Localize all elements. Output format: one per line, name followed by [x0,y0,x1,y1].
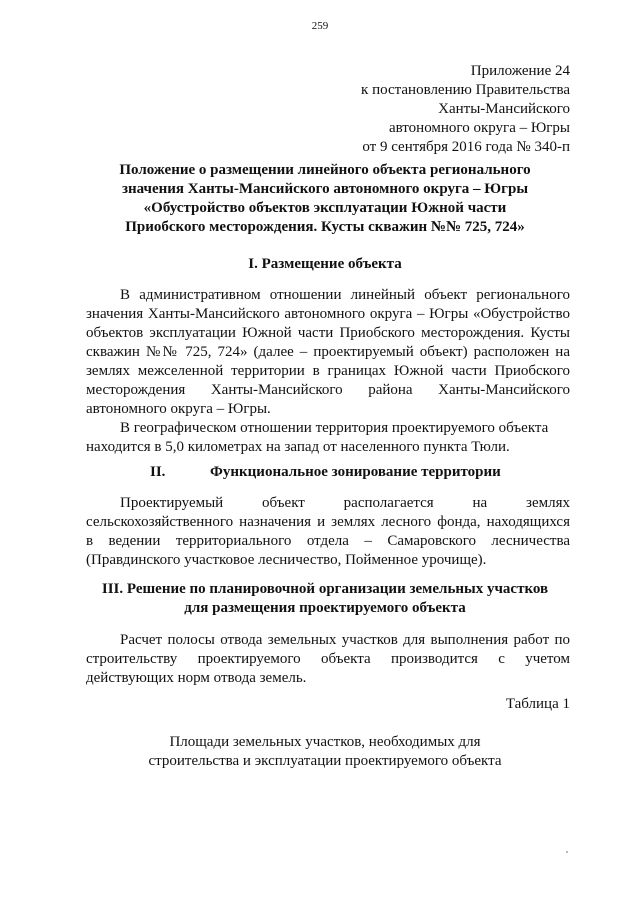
table-caption [80,733,570,771]
paragraph-line: значения Ханты-Мансийского автономного округа – Югры «Обустройство [86,306,570,322]
title-line: «Обустройство объектов эксплуатации Южной части [143,200,507,216]
section-3-heading [80,580,570,618]
paragraph-line: В административном отношении линейный объект регионального [120,287,570,303]
paragraph-line: находится в 5,0 километрах на запад от населенного пункта Тюли. [86,439,510,455]
paragraph-line: сельскохозяйственного назначения и землях лесного фонда, находящихся [86,514,570,530]
appendix-line: Приложение 24 [470,63,570,79]
paragraph-line: в ведении территориального отдела – Самаровского лесничества [86,533,570,549]
section-2-number: II. [150,464,166,480]
title-line: Положение о размещении линейного объекта регионального [119,162,531,178]
appendix-line: автономного округа – Югры [388,120,570,136]
appendix-line: Ханты-Мансийского [438,101,570,117]
section-1-heading: I. Размещение объекта [248,256,402,272]
section-3-heading-line: для размещения проектируемого объекта [184,600,466,616]
table-label: Таблица 1 [505,696,570,712]
paragraph-line: объектов эксплуатации Южной части Приобского месторождения. Кусты [86,325,570,341]
section-3-heading-line: III. Решение по планировочной организации земельных участков [101,581,549,597]
paragraph-line: автономного округа – Югры. [86,401,271,417]
paragraph-line: строительству проектируемого объекта производится с учетом [86,651,570,667]
paragraph-line: землях межселенной территории в границах Южной части Приобского [86,363,570,379]
page-number: 259 [311,20,329,32]
paragraph-line: Проектируемый объект располагается на землях [120,495,570,511]
appendix-line: к постановлению Правительства [361,82,570,98]
appendix-line: от 9 сентября 2016 года № 340-п [362,139,570,155]
paragraph-line: скважин №№ 725, 724» (далее – проектируемый объект) расположен на [86,344,570,360]
title-line: Приобского месторождения. Кусты скважин №№ 725, 724» [125,219,525,235]
paragraph-line: месторождения Ханты-Мансийского района Ханты-Мансийского [86,382,570,398]
paragraph-line: Расчет полосы отвода земельных участков для выполнения работ по [120,632,570,648]
paragraph-line: действующих норм отвода земель. [86,670,307,686]
section-2-title: Функциональное зонирование территории [210,464,501,480]
appendix-block [361,62,570,157]
paragraph-line: (Правдинского участковое лесничество, Пойменное урочище). [86,552,487,568]
paragraph-line: В географическом отношении территория проектируемого объекта [120,420,549,436]
document-title [80,161,570,237]
title-line: значения Ханты-Мансийского автономного округа – Югры [121,181,529,197]
table-caption-line: Площади земельных участков, необходимых для [169,734,481,750]
scan-speck [566,851,568,853]
table-caption-line: строительства и эксплуатации проектируемого объекта [148,753,502,769]
